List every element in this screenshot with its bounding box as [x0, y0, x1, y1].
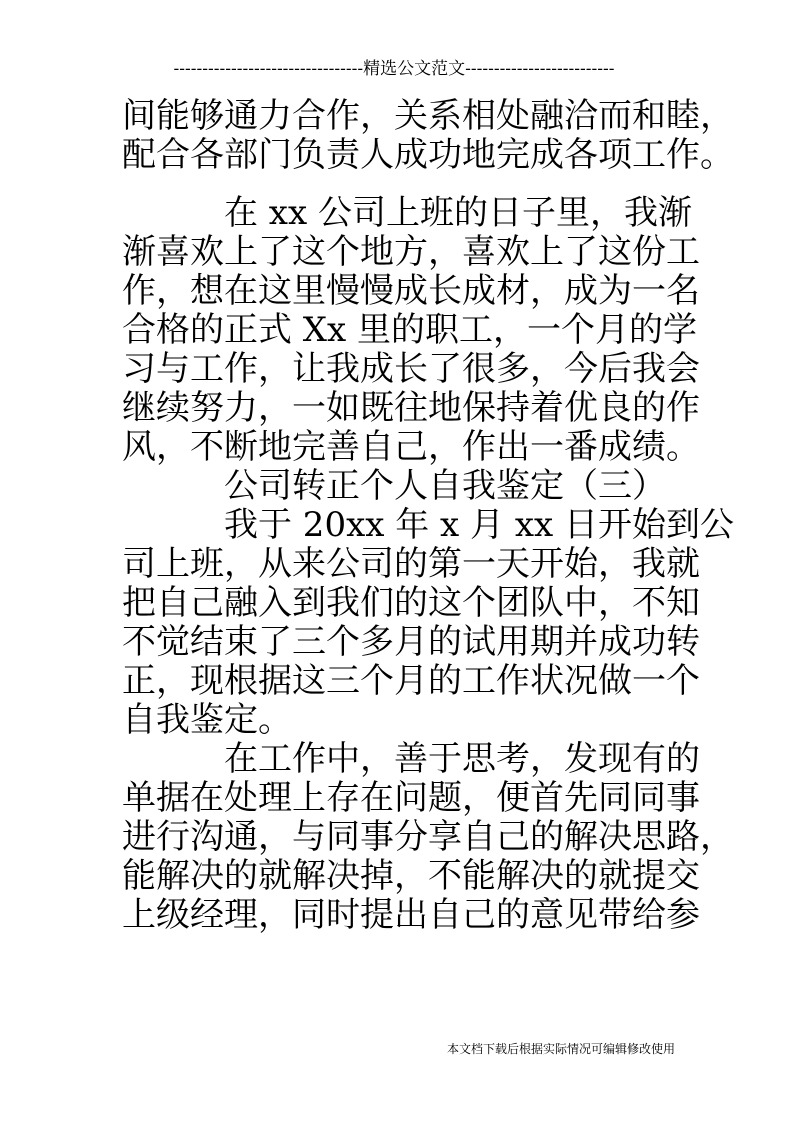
text-line-20: 进行沟通，与同事分享自己的解决思路，	[122, 817, 734, 857]
text-line-5: 渐喜欢上了这个地方，喜欢上了这份工	[122, 232, 700, 272]
text-line-9: 继续努力，一如既往地保持着优良的作	[122, 388, 700, 428]
text-line-12: 我于 20xx 年 x 月 xx 日开始到公	[122, 505, 734, 545]
page-footer: 本文档下载后根据实际情况可编辑修改使用	[446, 1042, 675, 1056]
document-body	[122, 96, 734, 935]
text-line-13: 司上班，从来公司的第一天开始，我就	[122, 544, 700, 584]
text-line-10: 风，不断地完善自己，作出一番成绩。	[122, 427, 700, 467]
page-header: ---------------------------------精选公文范文--------------------------	[173, 59, 615, 79]
text-line-14: 把自己融入到我们的这个团队中，不知	[122, 583, 700, 623]
text-line-7: 合格的正式 Xx 里的职工，一个月的学	[122, 310, 697, 350]
text-line-22: 上级经理，同时提出自己的意见带给参	[122, 895, 700, 935]
text-line-8: 习与工作，让我成长了很多，今后我会	[122, 349, 700, 389]
text-line-2: 配合各部门负责人成功地完成各项工作。	[122, 135, 734, 175]
paragraph-gap	[122, 175, 670, 194]
text-line-6: 作，想在这里慢慢成长成材，成为一名	[122, 271, 700, 311]
text-line-19: 单据在处理上存在问题，便首先同同事	[122, 778, 700, 818]
text-line-15: 不觉结束了三个多月的试用期并成功转	[122, 622, 700, 662]
text-line-1: 间能够通力合作，关系相处融洽而和睦，	[122, 96, 734, 136]
text-line-17: 自我鉴定。	[122, 700, 292, 740]
text-line-21: 能解决的就解决掉，不能解决的就提交	[122, 856, 700, 896]
text-line-16: 正，现根据这三个月的工作状况做一个	[122, 661, 700, 701]
section-heading: 公司转正个人自我鉴定（三）	[122, 466, 666, 506]
text-line-4: 在 xx 公司上班的日子里，我渐	[122, 193, 692, 233]
text-line-18: 在工作中，善于思考，发现有的	[122, 739, 700, 779]
